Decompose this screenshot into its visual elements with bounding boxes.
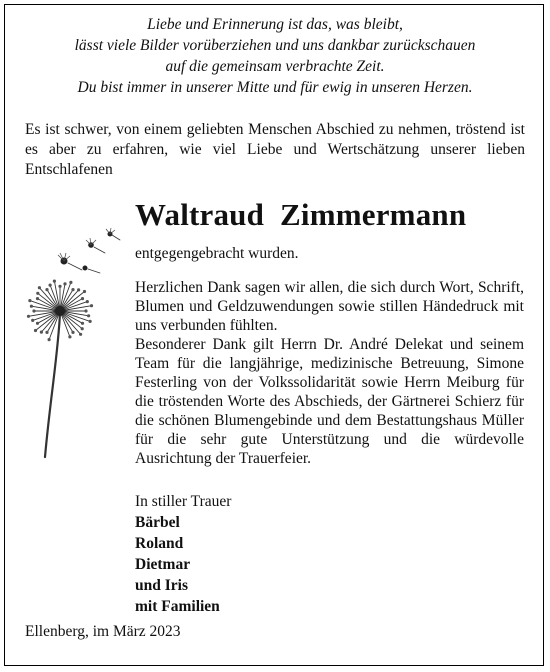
dandelion-icon: [20, 225, 135, 460]
mourner-name: mit Familien: [135, 598, 220, 615]
memorial-poem: [0, 14, 550, 98]
thanks-paragraph: Besonderer Dank gilt Herrn Dr. André Delekat und seinem Team für die langjährige, medizinische Betreuung, Simone Festerling von der Volkssolidarität sowie Herrn Meiburg für die tröstenden Worte des Abschieds, der Gärtnerei Schierz für die schönen Blumengebinde und dem Bestattungshaus Müller für die sehr gute Unterstützung und die würdevolle Ausrichtung der Trauerfeier.: [135, 336, 524, 467]
received-text: entgegengebracht wurden.: [135, 245, 299, 262]
mourner-name: Bärbel: [135, 514, 180, 531]
mourning-heading: In stiller Trauer: [135, 493, 232, 510]
poem-line: Liebe und Erinnerung ist das, was bleibt,: [147, 16, 403, 33]
poem-line: auf die gemeinsam verbrachte Zeit.: [165, 58, 385, 75]
poem-line: lässt viele Bilder vorüberziehen und uns dankbar zurückschauen: [74, 37, 476, 54]
thanks-paragraph: Herzlichen Dank sagen wir allen, die sich durch Wort, Schrift, Blumen und Geldzuwendungen sowie stillen Händedruck mit uns verbunden fühlten.: [135, 279, 524, 334]
thanks-text: [135, 278, 524, 468]
mourner-name: Dietmar: [135, 556, 191, 573]
mourner-name: und Iris: [135, 577, 188, 594]
mourner-name: Roland: [135, 535, 184, 552]
deceased-name: Waltraud Zimmermann: [135, 197, 467, 232]
poem-line: Du bist immer in unserer Mitte und für ewig in unseren Herzen.: [77, 79, 473, 96]
place-date: Ellenberg, im März 2023: [25, 623, 181, 640]
intro-text: Es ist schwer, von einem geliebten Menschen Abschied zu nehmen, tröstend ist es aber zu erfahren, wie viel Liebe und Wertschätzung unserer lieben Entschlafenen: [25, 121, 525, 178]
mourners-block: [135, 491, 231, 617]
